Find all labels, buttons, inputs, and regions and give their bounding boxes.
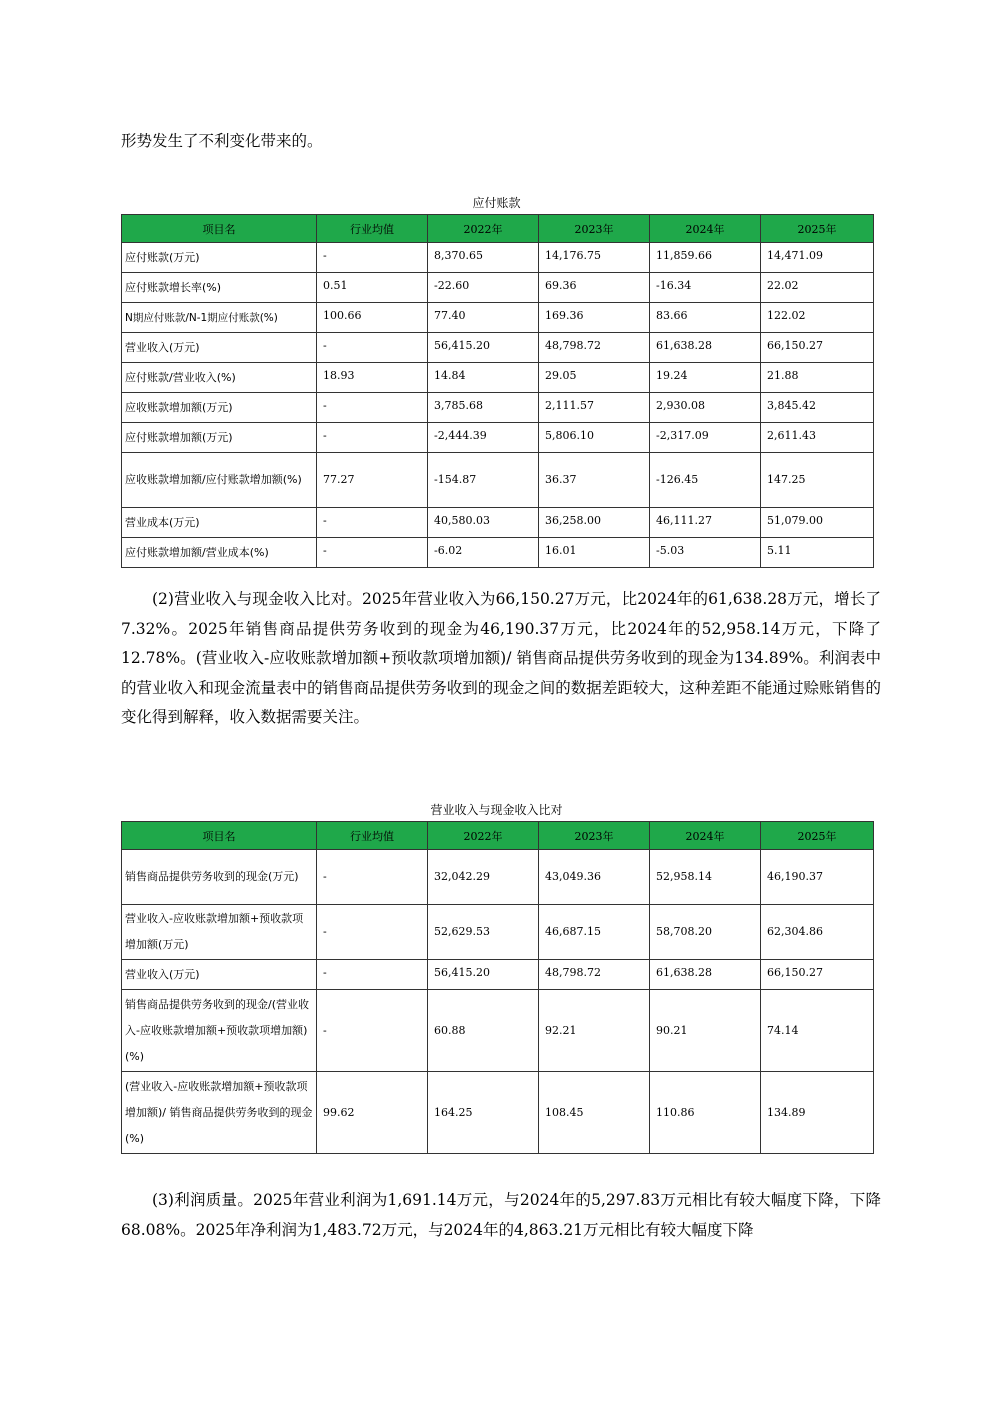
table-cell: -	[317, 538, 428, 568]
table-cell: -	[317, 990, 428, 1072]
table-cell: 19.24	[650, 363, 761, 393]
table-cell: 69.36	[539, 273, 650, 303]
table-cell: 77.40	[428, 303, 539, 333]
table-cell: 32,042.29	[428, 850, 539, 905]
table-cell: 3,845.42	[761, 393, 874, 423]
row-label: 销售商品提供劳务收到的现金(万元)	[122, 850, 317, 905]
row-label: N期应付账款/N-1期应付账款(%)	[122, 303, 317, 333]
table-cell: 100.66	[317, 303, 428, 333]
table-row	[122, 1072, 874, 1154]
table-cell: 5,806.10	[539, 423, 650, 453]
table-cell: 5.11	[761, 538, 874, 568]
header-cell: 2024年	[650, 215, 761, 243]
table-cell: 52,629.53	[428, 905, 539, 960]
row-label: 应付账款(万元)	[122, 243, 317, 273]
table-cell: 46,190.37	[761, 850, 874, 905]
accounts-payable-table	[121, 214, 874, 568]
table-row	[122, 243, 874, 273]
header-cell: 项目名	[122, 215, 317, 243]
table-cell: 36,258.00	[539, 508, 650, 538]
table-cell: -126.45	[650, 453, 761, 508]
table-cell: 60.88	[428, 990, 539, 1072]
header-cell: 项目名	[122, 822, 317, 850]
table2-caption: 营业收入与现金收入比对	[430, 803, 563, 817]
table-cell: -	[317, 905, 428, 960]
table-cell: 66,150.27	[761, 333, 874, 363]
row-label: 营业收入-应收账款增加额+预收款项增加额(万元)	[122, 905, 317, 960]
table-cell: 134.89	[761, 1072, 874, 1154]
table-cell: 21.88	[761, 363, 874, 393]
table-cell: -	[317, 333, 428, 363]
table-header-row	[122, 215, 874, 243]
table-cell: 66,150.27	[761, 960, 874, 990]
table-row	[122, 303, 874, 333]
table-cell: 29.05	[539, 363, 650, 393]
row-label: 营业成本(万元)	[122, 508, 317, 538]
header-cell: 行业均值	[317, 215, 428, 243]
header-cell: 2023年	[539, 822, 650, 850]
header-cell: 2023年	[539, 215, 650, 243]
table-cell: -	[317, 960, 428, 990]
table-cell: 11,859.66	[650, 243, 761, 273]
header-cell: 2025年	[761, 822, 874, 850]
table-cell: 51,079.00	[761, 508, 874, 538]
table-cell: 36.37	[539, 453, 650, 508]
table-cell: 74.14	[761, 990, 874, 1072]
table-cell: 164.25	[428, 1072, 539, 1154]
table-cell: 2,111.57	[539, 393, 650, 423]
table-cell: 14,471.09	[761, 243, 874, 273]
table-cell: -	[317, 243, 428, 273]
table-row	[122, 850, 874, 905]
table-cell: 2,930.08	[650, 393, 761, 423]
table-cell: 52,958.14	[650, 850, 761, 905]
row-label: 应收账款增加额(万元)	[122, 393, 317, 423]
table-cell: 16.01	[539, 538, 650, 568]
table-cell: -	[317, 423, 428, 453]
table-cell: 2,611.43	[761, 423, 874, 453]
table-cell: -	[317, 393, 428, 423]
intro-paragraph-fragment: 形势发生了不利变化带来的。	[121, 132, 323, 150]
table-cell: 56,415.20	[428, 960, 539, 990]
table-cell: 14.84	[428, 363, 539, 393]
table-cell: 3,785.68	[428, 393, 539, 423]
table-cell: 46,687.15	[539, 905, 650, 960]
table-cell: 122.02	[761, 303, 874, 333]
table-cell: 0.51	[317, 273, 428, 303]
table-cell: -16.34	[650, 273, 761, 303]
header-cell: 2022年	[428, 215, 539, 243]
row-label: 应收账款增加额/应付账款增加额(%)	[122, 453, 317, 508]
table-cell: 46,111.27	[650, 508, 761, 538]
table-cell: -	[317, 508, 428, 538]
table-cell: 108.45	[539, 1072, 650, 1154]
table-row	[122, 363, 874, 393]
table1-caption: 应付账款	[472, 196, 521, 210]
table-row	[122, 333, 874, 363]
table-header-row	[122, 822, 874, 850]
table-cell: 22.02	[761, 273, 874, 303]
table-cell: 83.66	[650, 303, 761, 333]
table-cell: 77.27	[317, 453, 428, 508]
table-cell: 14,176.75	[539, 243, 650, 273]
table-cell: 18.93	[317, 363, 428, 393]
table-cell: 90.21	[650, 990, 761, 1072]
table-cell: 48,798.72	[539, 960, 650, 990]
table-cell: -6.02	[428, 538, 539, 568]
table-cell: 147.25	[761, 453, 874, 508]
row-label: 营业收入(万元)	[122, 333, 317, 363]
header-cell: 2022年	[428, 822, 539, 850]
table-cell: 110.86	[650, 1072, 761, 1154]
revenue-cash-comparison-table	[121, 821, 874, 1154]
table-cell: 48,798.72	[539, 333, 650, 363]
table-cell: 8,370.65	[428, 243, 539, 273]
table-row	[122, 393, 874, 423]
row-label: 应付账款增加额(万元)	[122, 423, 317, 453]
table-row	[122, 453, 874, 508]
table-cell: -22.60	[428, 273, 539, 303]
table-row	[122, 273, 874, 303]
table-cell: 99.62	[317, 1072, 428, 1154]
table-cell: 56,415.20	[428, 333, 539, 363]
row-label: 应付账款增长率(%)	[122, 273, 317, 303]
row-label: 营业收入(万元)	[122, 960, 317, 990]
table-cell: -	[317, 850, 428, 905]
table-row	[122, 508, 874, 538]
table-row	[122, 960, 874, 990]
header-cell: 2024年	[650, 822, 761, 850]
table-cell: 61,638.28	[650, 333, 761, 363]
table-cell: 169.36	[539, 303, 650, 333]
row-label: 应付账款增加额/营业成本(%)	[122, 538, 317, 568]
table-row	[122, 423, 874, 453]
row-label: (营业收入-应收账款增加额+预收款项增加额)/ 销售商品提供劳务收到的现金(%)	[122, 1072, 317, 1154]
table-row	[122, 990, 874, 1072]
row-label: 应付账款/营业收入(%)	[122, 363, 317, 393]
revenue-cash-paragraph: (2)营业收入与现金收入比对。2025年营业收入为66,150.27万元，比2024年的61,638.28万元，增长了7.32%。2025年销售商品提供劳务收到的现金为46,190.37万元，比2024年的52,958.14万元，下降了12.78%。(营业收入-应收账款增加额+预收款项增加额)/ 销售商品提供劳务收到的现金为134.89%。利润表中的营业收入和现金流量表中的销售商品提供劳务收到的现金之间的数据差距较大，这种差距不能通过赊账销售的变化得到解释，收入数据需要关注。	[121, 590, 881, 726]
table-cell: 92.21	[539, 990, 650, 1072]
table-cell: 58,708.20	[650, 905, 761, 960]
table-cell: 62,304.86	[761, 905, 874, 960]
table-cell: 40,580.03	[428, 508, 539, 538]
table-row	[122, 538, 874, 568]
table-cell: -2,317.09	[650, 423, 761, 453]
table-cell: 43,049.36	[539, 850, 650, 905]
table-row	[122, 905, 874, 960]
header-cell: 2025年	[761, 215, 874, 243]
table-cell: -154.87	[428, 453, 539, 508]
table-cell: -5.03	[650, 538, 761, 568]
header-cell: 行业均值	[317, 822, 428, 850]
table-cell: 61,638.28	[650, 960, 761, 990]
table-cell: -2,444.39	[428, 423, 539, 453]
profit-quality-paragraph: (3)利润质量。2025年营业利润为1,691.14万元，与2024年的5,297.83万元相比有较大幅度下降，下降68.08%。2025年净利润为1,483.72万元，与2024年的4,863.21万元相比有较大幅度下降	[121, 1191, 881, 1239]
row-label: 销售商品提供劳务收到的现金/(营业收入-应收账款增加额+预收款项增加额)(%)	[122, 990, 317, 1072]
